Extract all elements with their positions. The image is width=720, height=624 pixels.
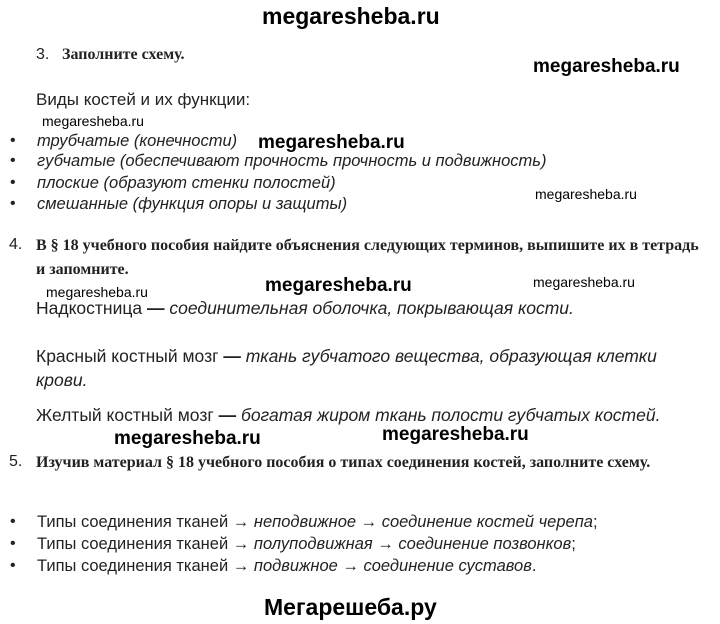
footer-brand: Мегарешеба.ру [264,594,437,620]
term-dash: — [213,405,241,425]
bullet-icon: • [10,513,16,530]
row-example: соединение позвонков [398,535,572,553]
task3-instruction: Заполните схему. [62,46,185,63]
watermark-inline1: megaresheba.ru [258,132,405,153]
term-definition: ткань губчатого вещества, образующая клетки крови. [36,346,657,390]
row-type: подвижное [253,557,338,575]
arrow-icon: → [228,535,254,553]
connection-row-text [37,557,536,576]
list-item [0,513,720,535]
task5-number: 5. [9,453,23,470]
row-example: соединение суставов [363,557,532,575]
bullet-icon: • [10,152,16,169]
connection-row-text [37,535,576,554]
term-periosteum [36,298,574,319]
watermark-small4: megaresheba.ru [533,274,635,290]
task3-heading: Виды костей и их функции: [36,90,251,109]
arrow-icon: → [228,513,254,531]
arrow-icon: → [337,557,364,575]
term-yellow-marrow [36,405,660,426]
watermark-mid2: megaresheba.ru [114,428,261,449]
term-definition: богатая жиром ткань полости губчатых костей. [240,405,661,425]
row-end: . [531,557,537,575]
list-item [0,195,720,217]
watermark-top: megaresheba.ru [262,3,440,29]
term-name: Желтый костный мозг [36,405,214,425]
list-item [0,535,720,557]
term-dash: — [218,346,246,366]
list-item-text: плоские (образуют стенки полостей) [37,174,336,192]
term-name: Красный костный мозг [36,346,219,366]
row-label: Типы соединения тканей [37,557,229,575]
row-end: ; [592,513,598,531]
arrow-icon: → [372,535,399,553]
list-item-text: губчатые (обеспечивают прочность прочность и подвижность) [37,152,547,170]
watermark-right1: megaresheba.ru [533,56,680,77]
term-name: Надкостница [36,298,143,318]
term-red-marrow [36,344,706,392]
row-end: ; [571,535,576,553]
task5-instruction: Изучив материал § 18 учебного пособия о типах соединения костей, заполните схему. [36,454,651,471]
row-type: полуподвижная [253,535,373,553]
task4-instruction: В § 18 учебного пособия найдите объяснения следующих терминов, выпишите их в тетрадь и запомните. [36,237,699,278]
watermark-small2: megaresheba.ru [535,186,637,202]
bullet-icon: • [10,195,16,212]
bullet-icon: • [10,535,16,552]
watermark-small1: megaresheba.ru [42,113,144,129]
bullet-icon: • [10,132,16,149]
task4-number: 4. [9,236,23,253]
term-definition: соединительная оболочка, покрывающая кости. [169,298,574,318]
bullet-icon: • [10,557,16,574]
arrow-icon: → [356,513,382,531]
bullet-icon: • [10,174,16,191]
row-label: Типы соединения тканей [37,513,229,531]
arrow-icon: → [228,557,254,575]
task3-number: 3. [36,46,50,63]
term-dash: — [142,298,170,318]
list-item-text: трубчатые (конечности) [37,132,238,150]
row-type: неподвижное [253,513,357,531]
watermark-mid1: megaresheba.ru [265,275,412,296]
row-example: соединение костей черепа [381,513,593,531]
connection-row-text [37,513,598,532]
row-label: Типы соединения тканей [37,535,229,553]
list-item [0,152,720,174]
list-item-text: смешанные (функция опоры и защиты) [37,195,348,213]
watermark-mid3: megaresheba.ru [382,424,529,445]
list-item [0,557,720,579]
watermark-small3: megaresheba.ru [46,284,148,300]
